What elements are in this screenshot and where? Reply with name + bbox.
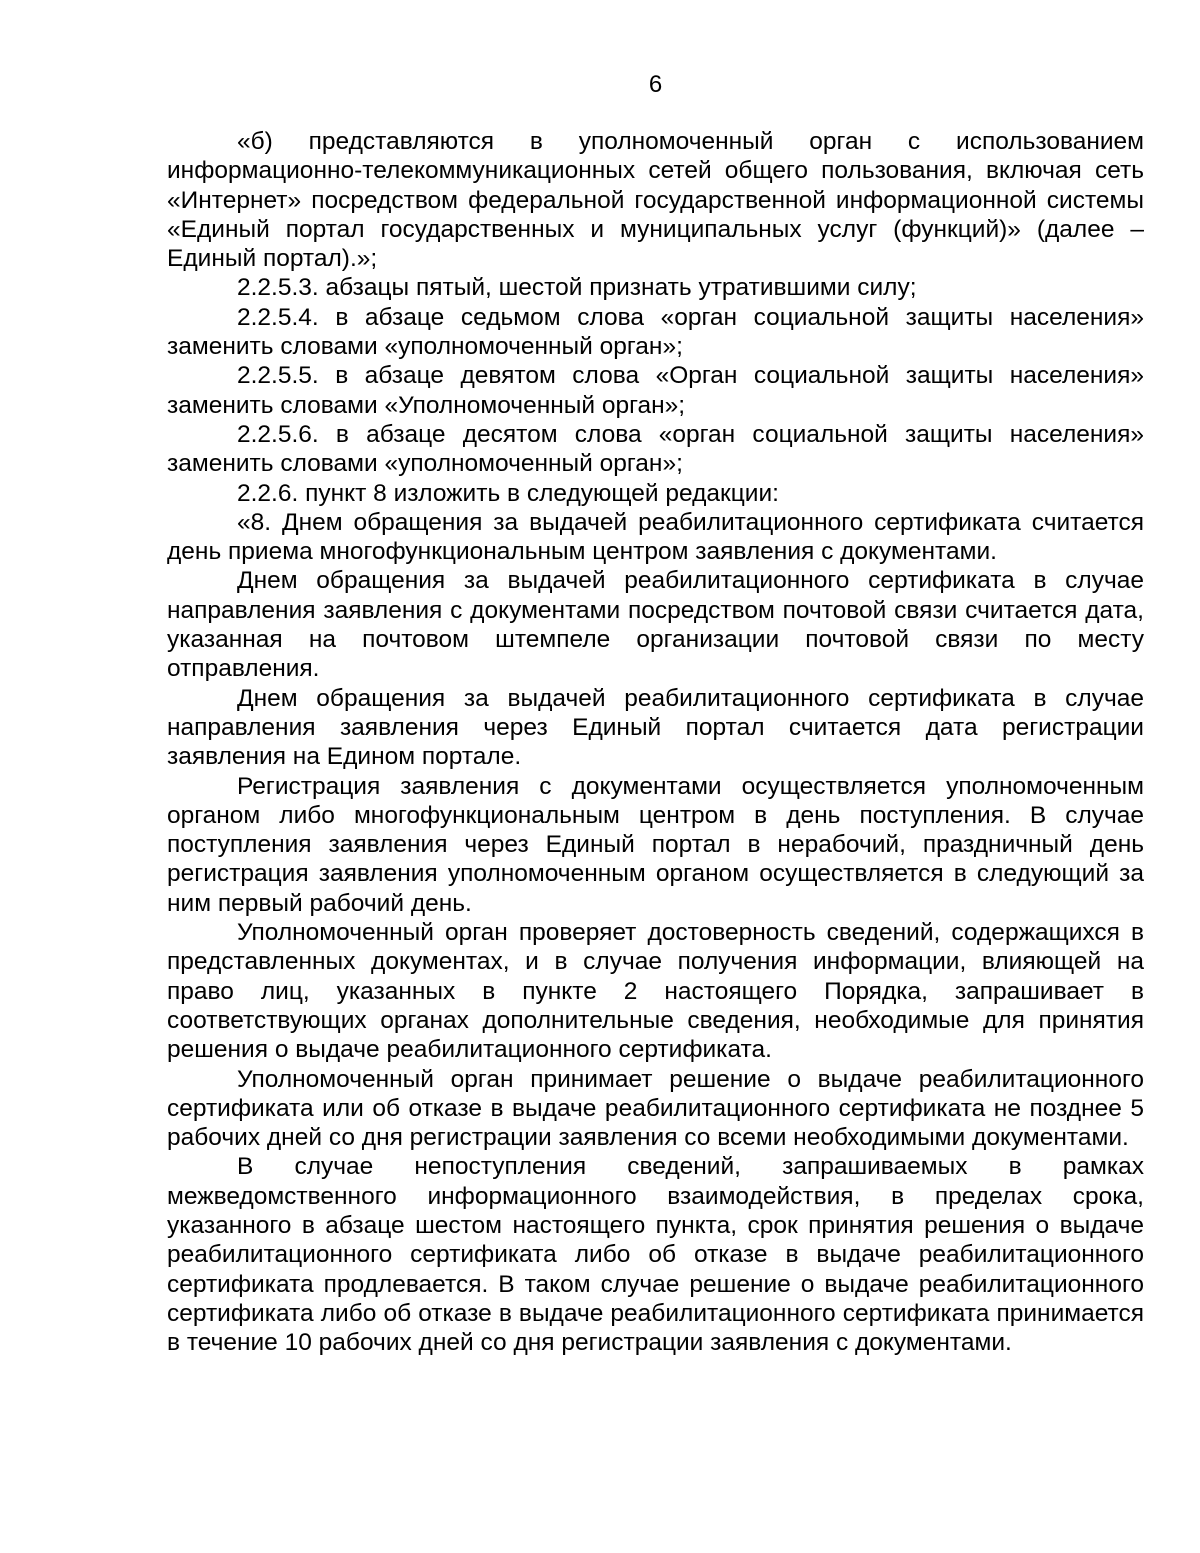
paragraph-b-clause: «б) представляются в уполномоченный орган с использованием информационно-телекоммуникационных сетей общего пользования, включая сеть «Интернет» посредством федеральной государственной информационной системы «Единый портал государственных и муниципальных услуг (функций)» (далее – Единый портал).»; bbox=[167, 128, 1144, 273]
paragraph-2-2-5-6: 2.2.5.6. в абзаце десятом слова «орган социальной защиты населения» заменить словами «уполномоченный орган»; bbox=[167, 420, 1144, 478]
paragraph-postal-date: Днем обращения за выдачей реабилитационного сертификата в случае направления заявления с документами посредством почтовой связи считается дата, указанная на почтовом штемпеле организации почтовой связи по месту отправления. bbox=[167, 567, 1144, 683]
document-body bbox=[167, 127, 1144, 1357]
paragraph-2-2-6: 2.2.6. пункт 8 изложить в следующей редакции: bbox=[237, 479, 779, 507]
paragraph-extension: В случае непоступления сведений, запрашиваемых в рамках межведомственного информационного взаимодействия, в пределах срока, указанного в абзаце шестом настоящего пункта, срок принятия решения о выдаче реабилитационного сертификата либо об отказе в выдаче реабилитационного сертификата продлевается. В таком случае решение о выдаче реабилитационного сертификата либо об отказе в выдаче реабилитационного сертификата принимается в течение 10 рабочих дней со дня регистрации заявления с документами. bbox=[167, 1153, 1144, 1357]
paragraph-verification: Уполномоченный орган проверяет достоверность сведений, содержащихся в представленных документах, и в случае получения информации, влияющей на право лиц, указанных в пункте 2 настоящего Порядка, запрашивает в соответствующих органах дополнительные сведения, необходимые для принятия решения о выдаче реабилитационного сертификата. bbox=[167, 919, 1144, 1064]
page-number: 6 bbox=[648, 71, 663, 98]
paragraph-decision: Уполномоченный орган принимает решение о выдаче реабилитационного сертификата или об отказе в выдаче реабилитационного сертификата не позднее 5 рабочих дней со дня регистрации заявления со всеми необходимыми документами. bbox=[167, 1065, 1144, 1152]
paragraph-point-8: «8. Днем обращения за выдачей реабилитационного сертификата считается день приема многофункциональным центром заявления с документами. bbox=[167, 508, 1144, 566]
paragraph-registration: Регистрация заявления с документами осуществляется уполномоченным органом либо многофункциональным центром в день поступления. В случае поступления заявления через Единый портал в нерабочий, праздничный день регистрация заявления уполномоченным органом осуществляется в следующий за ним первый рабочий день. bbox=[167, 772, 1144, 917]
paragraph-2-2-5-3: 2.2.5.3. абзацы пятый, шестой признать утратившими силу; bbox=[237, 274, 917, 302]
paragraph-2-2-5-5: 2.2.5.5. в абзаце девятом слова «Орган социальной защиты населения» заменить словами «Уполномоченный орган»; bbox=[167, 362, 1144, 419]
paragraph-2-2-5-4: 2.2.5.4. в абзаце седьмом слова «орган социальной защиты населения» заменить словами «уполномоченный орган»; bbox=[167, 303, 1144, 361]
paragraph-portal-date: Днем обращения за выдачей реабилитационного сертификата в случае направления заявления через Единый портал считается дата регистрации заявления на Едином портале. bbox=[167, 684, 1144, 771]
